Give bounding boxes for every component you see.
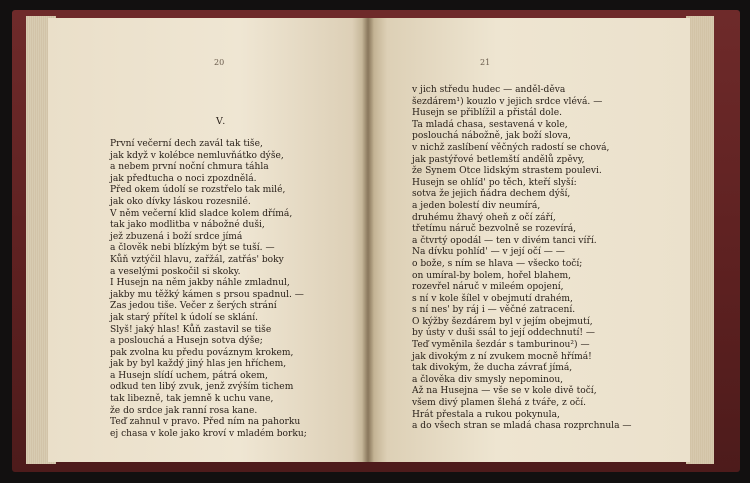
- poem-line: druhému žhavý oheň z očí září,: [412, 212, 556, 223]
- poem-line: a člověka div smysly nepominou,: [412, 374, 564, 385]
- poem-line: o bože, s ním se hlava — všecko točí;: [412, 258, 583, 269]
- poem-line: s ní v kole šílel v obejmutí drahém,: [412, 293, 573, 304]
- poem-line: on umíral-by bolem, hořel blahem,: [412, 270, 571, 281]
- poem-line: Hrát přestala a rukou pokynula,: [412, 409, 560, 420]
- poem-line: v nichž zaslíbení věčných radostí se chová,: [412, 142, 610, 153]
- left-page: [48, 18, 368, 462]
- poem-line: že Synem Otce lidským strastem poulevi.: [412, 166, 602, 177]
- poem-line: a nebem první noční chmura táhla: [110, 162, 269, 173]
- left-poem-text: [110, 139, 307, 440]
- poem-line: a jeden bolestí div neumírá,: [412, 200, 541, 211]
- left-page-number: 20: [214, 58, 225, 67]
- book-gutter: [362, 18, 374, 462]
- poem-line: jak předtucha o noci zpozdnělá.: [110, 173, 257, 184]
- poem-line: V něm večerní klid sladce kolem dřímá,: [110, 208, 293, 219]
- poem-line: a člověk nebi blízkým být se tuší. —: [110, 243, 275, 254]
- poem-line: jež zbuzená i boží srdce jímá: [110, 231, 243, 242]
- poem-line: Teď vyměnila šezdár s tamburinou²) —: [412, 340, 590, 351]
- poem-line: I Husejn na něm jakby náhle zmladnul,: [110, 278, 290, 289]
- poem-line: rozevřel náruč v mileém opojení,: [412, 282, 564, 293]
- poem-line: a Husejn slídí uchem, pátrá okem,: [110, 370, 268, 381]
- poem-line: jak pastýřové betlemští andělů zpěvy,: [412, 154, 585, 165]
- poem-line: a poslouchá a Husejn sotva dýše;: [110, 336, 263, 347]
- poem-line: odkud ten libý zvuk, jenž zvýším tichem: [110, 382, 294, 393]
- poem-line: tak libezně, tak jemně k uchu vane,: [110, 394, 274, 405]
- poem-line: že do srdce jak ranní rosa kane.: [110, 405, 258, 416]
- right-poem-text: [412, 85, 632, 433]
- poem-line: O kýžby šezdárem byl v jejím obejmutí,: [412, 316, 593, 327]
- poem-line: Na dívku pohlíd' — v její očí — —: [412, 247, 565, 258]
- poem-line: poslouchá nábožně, jak boží slova,: [412, 131, 571, 142]
- poem-line: a veselými poskočil si skoky.: [110, 266, 241, 277]
- poem-line: Ta mladá chasa, sestavená v kole,: [412, 119, 568, 130]
- poem-line: by ústy v duši ssál to její oddechnutí! —: [412, 328, 595, 339]
- poem-line: a čtvrtý opodál — ten v divém tanci víří.: [412, 235, 597, 246]
- poem-line: jak by byl každý jiný hlas jen hříchem,: [110, 359, 287, 370]
- poem-line: Před okem údolí se rozstřelo tak milé,: [110, 185, 286, 196]
- right-page-edges: [686, 16, 714, 464]
- poem-line: Kůň vztýčil hlavu, zařžál, zatřás' boky: [110, 254, 284, 265]
- poem-line: všem divý plamen šlehá z tváře, z očí.: [412, 398, 587, 409]
- poem-line: a do všech stran se mladá chasa rozprchnula —: [412, 421, 632, 432]
- poem-line: Husejn se přiblížil a přistál dole.: [412, 108, 562, 119]
- poem-line: jakby mu těžký kámen s prsou spadnul. —: [110, 289, 304, 300]
- poem-line: První večerní dech zavál tak tiše,: [110, 139, 263, 149]
- poem-line: jak oko dívky láskou rozesnilé.: [110, 196, 251, 207]
- poem-line: Zas jedou tiše. Večer z šerých strání: [110, 301, 277, 312]
- poem-line: Teď zahnul v pravo. Před ním na pahorku: [110, 417, 301, 428]
- poem-line: v jich středu hudec — anděl-děva: [412, 85, 566, 95]
- right-page-number: 21: [480, 58, 491, 67]
- poem-line: s ní nes' by ráj i — věčné zatracení.: [412, 305, 576, 316]
- poem-line: Husejn se ohlíd' po těch, kteří slyší:: [412, 177, 577, 188]
- poem-line: ej chasa v kole jako kroví v mladém borku;: [110, 428, 307, 439]
- poem-line: třetímu náruč bezvolně se rozevírá,: [412, 224, 577, 235]
- poem-line: jak divokým z ní zvukem mocně hřímá!: [412, 351, 592, 362]
- poem-line: šezdárem¹) kouzlo v jejich srdce vlévá. —: [412, 96, 603, 107]
- right-page: [368, 18, 690, 462]
- poem-line: tak jako modlitba v nábožné duši,: [110, 220, 265, 231]
- section-heading: V.: [216, 116, 227, 127]
- poem-line: Slyš! jaký hlas! Kůň zastavil se tiše: [110, 324, 272, 335]
- poem-line: sotva že jejich ňádra dechem dýší,: [412, 189, 571, 200]
- poem-line: pak zvolna ku předu pováznym krokem,: [110, 347, 294, 358]
- poem-line: Až na Husejna — vše se v kole divě točí,: [412, 386, 597, 397]
- poem-line: jak když v kolébce nemluvňátko dýše,: [110, 150, 284, 161]
- poem-line: tak divokým, že ducha závrať jímá,: [412, 363, 573, 374]
- poem-line: jak starý přítel k údolí se sklání.: [110, 312, 259, 323]
